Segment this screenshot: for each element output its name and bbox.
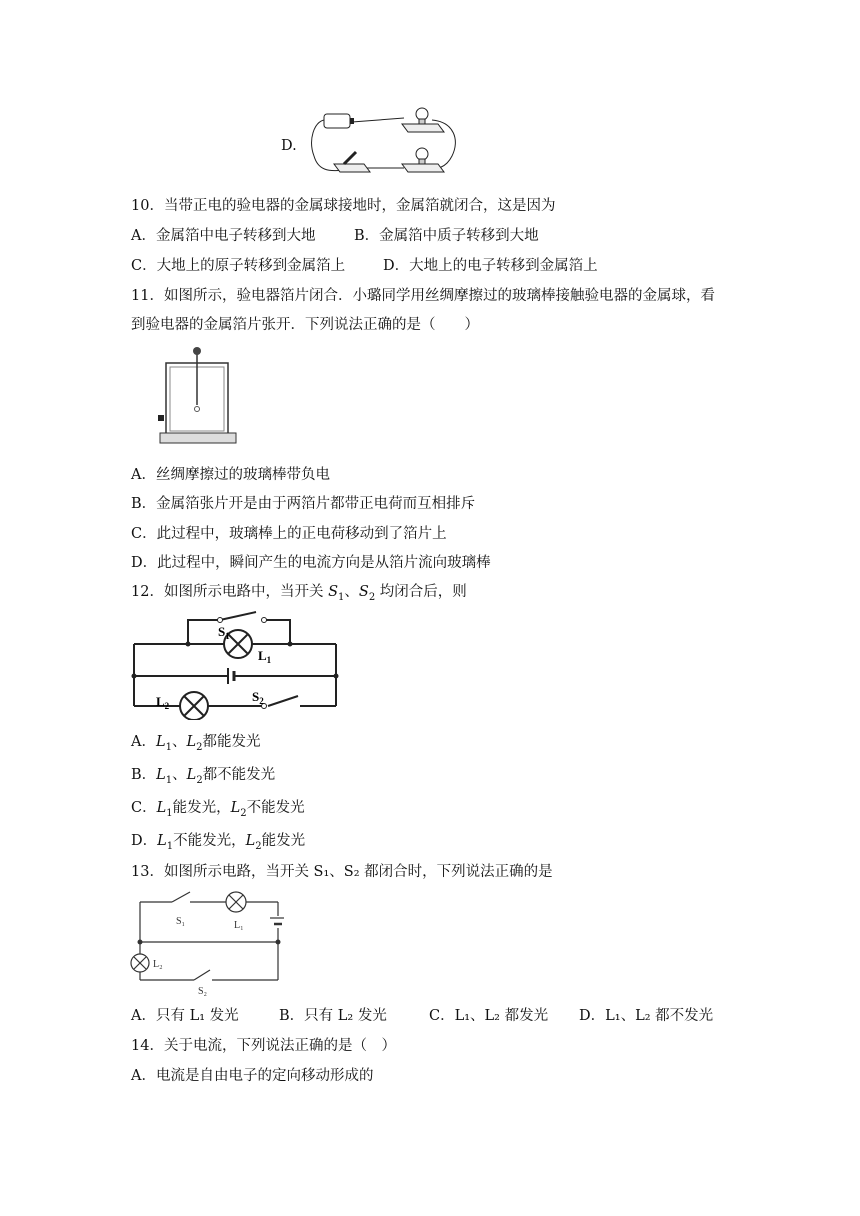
q11-electroscope-figure — [156, 343, 238, 447]
q9-option-d-circuit-figure — [304, 100, 464, 180]
q11-option-a[interactable]: A．丝绸摩擦过的玻璃棒带负电 — [131, 467, 330, 483]
battery-icon — [324, 114, 350, 128]
q11-stem-line-1: 11．如图所示，验电器箔片闭合．小璐同学用丝绸摩擦过的玻璃棒接触验电器的金属球，看 — [131, 288, 715, 304]
q10-options-cd — [131, 256, 598, 276]
q12-stem: 12．如图所示电路中，当开关 $S_1$、$S_2$ 均闭合后，则 — [131, 584, 467, 603]
q10-option-c[interactable]: C．大地上的原子转移到金属箔上 — [131, 258, 346, 274]
q13-option-d[interactable]: D．L₁、L₂ 都不发光 — [579, 1008, 714, 1024]
switch-icon — [334, 152, 370, 172]
lamp-icon — [402, 108, 444, 132]
q10-option-d[interactable]: D．大地上的电子转移到金属箔上 — [383, 258, 598, 274]
q13-fig-s1-label: S₁ — [176, 916, 186, 927]
q11-option-c[interactable]: C．此过程中，玻璃棒上的正电荷移动到了箔片上 — [131, 526, 447, 542]
q10-stem: 10．当带正电的验电器的金属球接地时，金属箔就闭合，这是因为 — [131, 198, 556, 214]
q13-option-a[interactable]: A．只有 L₁ 发光 — [131, 1008, 239, 1024]
q12-circuit-figure — [128, 610, 342, 720]
q12-option-b[interactable]: B．$L_1$、$L_2$都不能发光 — [131, 767, 276, 786]
q9-option-d-label: D. — [281, 138, 297, 154]
q12-option-c[interactable]: C．$L_1$能发光，$L_2$不能发光 — [131, 800, 305, 819]
lamp-l1-icon — [226, 892, 246, 912]
q12-option-a[interactable]: A．$L_1$、$L_2$都能发光 — [131, 734, 261, 753]
q14-option-a[interactable]: A．电流是自由电子的定向移动形成的 — [131, 1068, 374, 1084]
q13-fig-s2-label: S₂ — [198, 986, 208, 997]
q13-circuit-figure — [128, 888, 284, 998]
q13-stem: 13．如图所示电路，当开关 S₁、S₂ 都闭合时，下列说法正确的是 — [131, 864, 553, 880]
q13-option-c[interactable]: C．L₁、L₂ 都发光 — [429, 1008, 549, 1024]
q10-options-ab — [131, 226, 539, 246]
q12-fig-s1-label: $S_1$ — [218, 624, 230, 641]
q12-fig-l1-label: $L_1$ — [258, 648, 272, 665]
q13-option-b[interactable]: B．只有 L₂ 发光 — [279, 1008, 387, 1024]
q13-options — [131, 1006, 713, 1026]
q14-stem: 14．关于电流，下列说法正确的是（ ） — [131, 1038, 396, 1054]
q11-stem-line-2: 到验电器的金属箔片张开．下列说法正确的是（ ） — [131, 317, 479, 333]
q11-option-d[interactable]: D．此过程中，瞬间产生的电流方向是从箔片流向玻璃棒 — [131, 555, 491, 571]
q12-fig-l2-label: $L_2$ — [156, 694, 170, 711]
q10-option-b[interactable]: B．金属箔中质子转移到大地 — [354, 228, 539, 244]
q13-fig-l2-label: L₂ — [153, 959, 163, 970]
lamp-l2-icon — [131, 954, 149, 972]
q12-option-d[interactable]: D．$L_1$不能发光，$L_2$能发光 — [131, 833, 306, 852]
q10-option-a[interactable]: A．金属箔中电子转移到大地 — [131, 228, 316, 244]
q12-fig-s2-label: $S_2$ — [252, 689, 264, 706]
lamp-icon — [402, 148, 444, 172]
lamp-l2-icon — [180, 692, 208, 720]
q13-fig-l1-label: L₁ — [234, 920, 244, 931]
q11-option-b[interactable]: B．金属箔张片开是由于两箔片都带正电荷而互相排斥 — [131, 496, 476, 512]
